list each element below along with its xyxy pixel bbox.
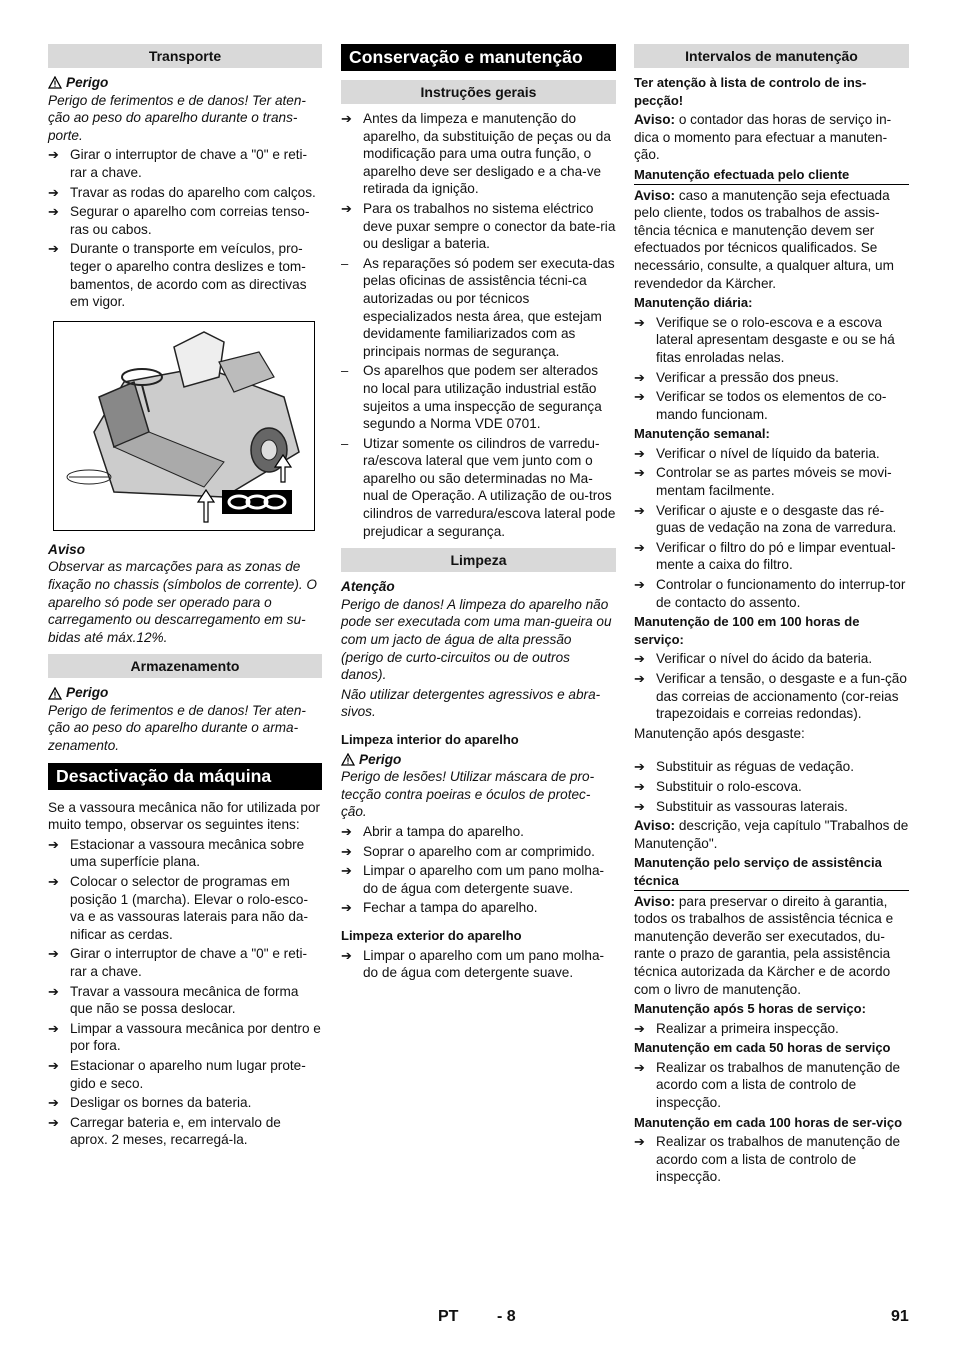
list-item — [341, 435, 616, 541]
arrow-bullet-icon: ➔ — [634, 1134, 645, 1150]
list-item — [48, 184, 322, 202]
list-item — [48, 240, 322, 310]
arrow-bullet-icon: ➔ — [634, 1020, 645, 1036]
list-item-text: Desligar os bornes da bateria. — [70, 1095, 252, 1111]
section-heading-instrucoes: Instruções gerais — [341, 80, 616, 104]
list-item — [634, 758, 909, 776]
semanal-heading: Manutenção semanal: — [634, 426, 770, 442]
list-item-text: Verifique se o rolo-escova e a escova lateral apresentam desgaste e ou se há fitas enroladas nelas. — [656, 314, 895, 365]
descricao-paragraph: Aviso: descrição, veja capítulo "Trabalhos de Manutenção". — [634, 818, 909, 851]
list-item — [341, 110, 616, 198]
arrow-bullet-icon: ➔ — [341, 863, 352, 879]
list-item — [341, 947, 616, 982]
arrow-bullet-icon: ➔ — [48, 147, 59, 163]
bullet-list — [634, 1133, 909, 1186]
arrow-bullet-icon: ➔ — [634, 314, 645, 330]
list-item — [634, 388, 909, 423]
list-item — [634, 798, 909, 816]
list-item-text: Substituir o rolo-escova. — [656, 778, 802, 794]
list-item-text: Verificar o ajuste e o desgaste das ré-guas de vedação na zona de varredura. — [656, 502, 897, 536]
arrow-bullet-icon: ➔ — [341, 823, 352, 839]
aviso-text: Observar as marcações para as zonas de fixação no chassis (símbolos de corrente). O aparelho só pode ser operado para o carregamento ou descarregamento em su-bidas até máx.12%. — [48, 559, 317, 645]
arrow-bullet-icon: ➔ — [634, 671, 645, 686]
list-item — [341, 823, 616, 841]
arrow-bullet-icon: ➔ — [48, 1057, 59, 1073]
list-item-text: Limpar o aparelho com um pano molha-do de água com detergente suave. — [363, 863, 605, 896]
arrow-bullet-icon: ➔ — [48, 1114, 59, 1130]
servico-paragraph: Aviso: para preservar o direito à garantia, todos os trabalhos de assistência técnica e manutenção deverão ser executados, du-rante o prazo de garantia, pela assistência técnica autorizada da Kärcher e de acordo com o livro de manutenção. — [634, 893, 894, 997]
arrow-bullet-icon: ➔ — [48, 1020, 59, 1036]
bullet-list — [48, 836, 322, 1149]
list-item-text: Controlar o funcionamento do interrup-tor de contacto do assento. — [656, 577, 906, 610]
list-item-text: Controlar se as partes móveis se movi-mentam facilmente. — [656, 465, 892, 499]
diaria-heading: Manutenção diária: — [634, 295, 753, 311]
dash-bullet-icon: – — [341, 255, 349, 271]
list-item-text: Limpar a vassoura mecânica por dentro e por fora. — [70, 1020, 321, 1054]
column-2 — [341, 44, 616, 984]
bullet-list — [48, 146, 322, 310]
h5-heading: Manutenção após 5 horas de serviço: — [634, 1001, 866, 1017]
list-item — [341, 843, 616, 861]
list-item — [634, 650, 909, 668]
list-item — [634, 1020, 909, 1038]
list-item — [48, 1020, 322, 1055]
list-item — [48, 203, 322, 238]
h100b-heading: Manutenção em cada 100 horas de ser-viço — [634, 1114, 903, 1130]
list-item — [48, 945, 322, 980]
section-heading-desactivacao: Desactivação da máquina — [48, 763, 322, 790]
list-item-text: Girar o interruptor de chave a "0" e reti-rar a chave. — [70, 946, 308, 979]
servico-heading: Manutenção pelo serviço de assistência técnica — [634, 854, 909, 890]
list-item — [341, 899, 616, 917]
perigo-text: Perigo de ferimentos e de danos! Ter aten-ção ao peso do aparelho durante o trans-porte. — [48, 92, 306, 143]
arrow-bullet-icon: ➔ — [341, 111, 352, 126]
arrow-bullet-icon: ➔ — [48, 946, 59, 962]
section-heading-conservacao: Conservação e manutenção — [341, 44, 616, 71]
arrow-bullet-icon: ➔ — [48, 184, 59, 200]
list-item-text: Soprar o aparelho com ar comprimido. — [363, 843, 595, 859]
arrow-bullet-icon: ➔ — [634, 759, 645, 775]
list-item-text: Fechar a tampa do aparelho. — [363, 900, 538, 916]
bullet-list — [341, 823, 616, 917]
list-item-text: Verificar o nível de líquido da bateria. — [656, 445, 880, 461]
list-item — [48, 1114, 322, 1149]
list-item-text: Durante o transporte em veículos, pro-teger o aparelho contra deslizes e tom-bamentos, de acordo com as directivas em vigor. — [70, 241, 307, 310]
list-item-text: Segurar o aparelho com correias tenso-ras ou cabos. — [70, 204, 310, 237]
list-item — [48, 146, 322, 181]
list-item — [341, 362, 616, 432]
list-item-text: Substituir as vassouras laterais. — [656, 798, 848, 814]
list-item — [48, 1057, 322, 1092]
list-item-text: Carregar bateria e, em intervalo de aprox. 2 meses, recarregá-la. — [70, 1114, 281, 1148]
atencao-text-2: Não utilizar detergentes agressivos e abra-sivos. — [341, 686, 601, 720]
list-item-text: Girar o interruptor de chave a "0" e reti-rar a chave. — [70, 147, 308, 180]
list-item-text: Para os trabalhos no sistema eléctrico deve puxar sempre o conector da bate-ria ou desligar a bateria. — [363, 200, 616, 252]
list-item — [634, 576, 909, 611]
list-item — [634, 369, 909, 387]
arrow-bullet-icon: ➔ — [341, 947, 352, 963]
bullet-list — [634, 1020, 909, 1038]
list-item — [48, 873, 322, 943]
h50-heading: Manutenção em cada 50 horas de serviço — [634, 1040, 891, 1056]
desgaste-text: Manutenção após desgaste: — [634, 725, 805, 741]
list-item — [341, 200, 616, 253]
list-item — [634, 778, 909, 796]
dash-list — [341, 255, 616, 541]
list-item-text: Estacionar a vassoura mecânica sobre uma superfície plana. — [70, 836, 305, 870]
arrow-bullet-icon: ➔ — [634, 369, 645, 385]
list-item-text: Abrir a tampa do aparelho. — [363, 823, 524, 839]
arrow-bullet-icon: ➔ — [634, 445, 645, 461]
list-item-text: Realizar os trabalhos de manutenção de acordo com a lista de controlo de inspecção. — [656, 1059, 901, 1111]
footer-language: PT — [438, 1308, 459, 1325]
arrow-bullet-icon: ➔ — [634, 651, 645, 667]
bullet-list — [634, 314, 909, 424]
bullet-list — [634, 445, 909, 611]
list-item — [341, 255, 616, 361]
list-item — [48, 983, 322, 1018]
arrow-bullet-icon: ➔ — [48, 874, 59, 890]
bullet-list — [634, 1059, 909, 1112]
list-item-text: Verificar se todos os elementos de co-mando funcionam. — [656, 389, 887, 422]
section-heading-armazenamento: Armazenamento — [48, 654, 322, 678]
list-item — [48, 836, 322, 871]
perigo-label: Perigo — [48, 74, 322, 92]
bullet-list — [341, 110, 616, 253]
list-item-text: Antes da limpeza e manutenção do aparelho, da substituição de peças ou da modificação para uma outra função, o aparelho deve ser desligado e a cha-ve retirada da ignição. — [363, 111, 611, 197]
machine-transport-illustration — [53, 321, 315, 531]
arrow-bullet-icon: ➔ — [341, 900, 352, 916]
list-item-text: As reparações só podem ser executa-das pelas oficinas de assistência técni-ca autorizadas ou por técnicos especializados nesta área, que estejam devidamente familiarizados com as principais normas de segurança. — [363, 255, 615, 359]
list-item-text: Verificar o filtro do pó e limpar eventual-mente a caixa do filtro. — [656, 539, 896, 573]
warning-triangle-icon — [48, 76, 62, 89]
cliente-heading: Manutenção efectuada pelo cliente — [634, 166, 909, 185]
arrow-bullet-icon: ➔ — [634, 798, 645, 814]
footer-section-page: - 8 — [497, 1308, 516, 1325]
list-item — [634, 539, 909, 574]
desactivacao-intro: Se a vassoura mecânica não for utilizada por muito tempo, observar os seguintes itens: — [48, 799, 321, 833]
warning-triangle-icon — [341, 753, 355, 766]
perigo-label: Perigo — [48, 684, 322, 702]
dash-bullet-icon: – — [341, 363, 349, 379]
arrow-bullet-icon: ➔ — [48, 836, 59, 852]
arrow-bullet-icon: ➔ — [634, 577, 645, 593]
list-item — [634, 314, 909, 367]
section-heading-intervalos: Intervalos de manutenção — [634, 44, 909, 68]
list-item — [634, 670, 909, 723]
limpeza-exterior-heading: Limpeza exterior do aparelho — [341, 927, 522, 943]
list-item-text: Colocar o selector de programas em posição 1 (marcha). Elevar o rolo-esco-va e as vassouras laterais para não da-nificar as cerdas. — [70, 874, 309, 942]
contador-paragraph: Aviso: o contador das horas de serviço in-dica o momento para efectuar a manuten-ção. — [634, 112, 892, 163]
arrow-bullet-icon: ➔ — [634, 539, 645, 555]
list-item — [634, 502, 909, 537]
list-item-text: Utizar somente os cilindros de varredu-ra/escova lateral que vem junto com o aparelho ou são determinadas no Ma-nual de Operação. A utilização de ou-tros cilindros de varredura/escova lateral pode prejudicar a segurança. — [363, 435, 616, 539]
limpeza-interior-heading: Limpeza interior do aparelho — [341, 732, 519, 747]
warning-triangle-icon — [48, 687, 62, 700]
list-item-text: Verificar a pressão dos pneus. — [656, 369, 839, 385]
list-item-text: Substituir as réguas de vedação. — [656, 759, 854, 775]
list-item-text: Limpar o aparelho com um pano molha-do de água com detergente suave. — [363, 947, 605, 981]
dash-bullet-icon: – — [341, 435, 349, 451]
atencao-label: Atenção — [341, 579, 395, 595]
section-heading-transporte: Transporte — [48, 44, 322, 68]
footer-page-number: 91 — [891, 1308, 909, 1325]
arrow-bullet-icon: ➔ — [48, 983, 59, 999]
arrow-bullet-icon: ➔ — [341, 843, 352, 859]
list-item-text: Verificar a tensão, o desgaste e a fun-ção das correias de accionamento (cor-reias trapezoidais e correias redondas). — [656, 671, 907, 722]
section-heading-limpeza: Limpeza — [341, 548, 616, 572]
bullet-list — [634, 650, 909, 722]
list-item — [634, 464, 909, 499]
list-item-text: Travar a vassoura mecânica de forma que não se possa deslocar. — [70, 983, 299, 1017]
aviso-label: Aviso — [48, 541, 86, 557]
list-item — [634, 445, 909, 463]
arrow-bullet-icon: ➔ — [634, 389, 645, 405]
arrow-bullet-icon: ➔ — [634, 778, 645, 794]
arrow-bullet-icon: ➔ — [48, 241, 59, 257]
h100-heading: Manutenção de 100 em 100 horas de serviço: — [634, 614, 860, 647]
list-item-text: Estacionar o aparelho num lugar prote-gido e seco. — [70, 1057, 306, 1091]
perigo-label: Perigo — [341, 751, 616, 769]
arrow-bullet-icon: ➔ — [341, 200, 352, 216]
list-item-text: Os aparelhos que podem ser alterados no local para utilização industrial estão sujeitos a uma inspecção de segurança segundo a Norma VDE 0701. — [363, 363, 602, 432]
perigo-text: Perigo de lesões! Utilizar máscara de pro-tecção contra poeiras e óculos de protec-ção. — [341, 769, 595, 820]
list-item-text: Travar as rodas do aparelho com calços. — [70, 184, 316, 200]
list-item-text: Realizar os trabalhos de manutenção de acordo com a lista de controlo de inspecção. — [656, 1134, 901, 1185]
perigo-text: Perigo de ferimentos e de danos! Ter aten-ção ao peso do aparelho durante o arma-zenamento. — [48, 702, 306, 754]
arrow-bullet-icon: ➔ — [634, 502, 645, 518]
list-item — [341, 862, 616, 897]
lista-controlo-heading: Ter atenção à lista de controlo de ins-pecção! — [634, 75, 867, 108]
arrow-bullet-icon: ➔ — [634, 1059, 645, 1075]
bullet-list — [341, 947, 616, 982]
arrow-bullet-icon: ➔ — [48, 1095, 59, 1111]
list-item — [634, 1133, 909, 1186]
list-item-text: Realizar a primeira inspecção. — [656, 1020, 839, 1036]
arrow-bullet-icon: ➔ — [48, 204, 59, 220]
list-item-text: Verificar o nível do ácido da bateria. — [656, 651, 873, 667]
bullet-list — [634, 758, 909, 815]
list-item — [48, 1094, 322, 1112]
atencao-text: Perigo de danos! A limpeza do aparelho não pode ser executada com uma man-gueira ou com um jacto de água de alta pressão (perigo de curto-circuitos ou de outros danos). — [341, 596, 612, 683]
cliente-paragraph: Aviso: caso a manutenção seja efectuada pelo cliente, todos os trabalhos de assis-tência técnica e manutenção devem ser efectuados por técnicos qualificados. Se necessário, consulte, a qualquer altura, um revendedor da Kärcher. — [634, 187, 894, 291]
list-item — [634, 1059, 909, 1112]
column-1 — [48, 44, 322, 1151]
column-3 — [634, 44, 909, 1188]
arrow-bullet-icon: ➔ — [634, 465, 645, 481]
